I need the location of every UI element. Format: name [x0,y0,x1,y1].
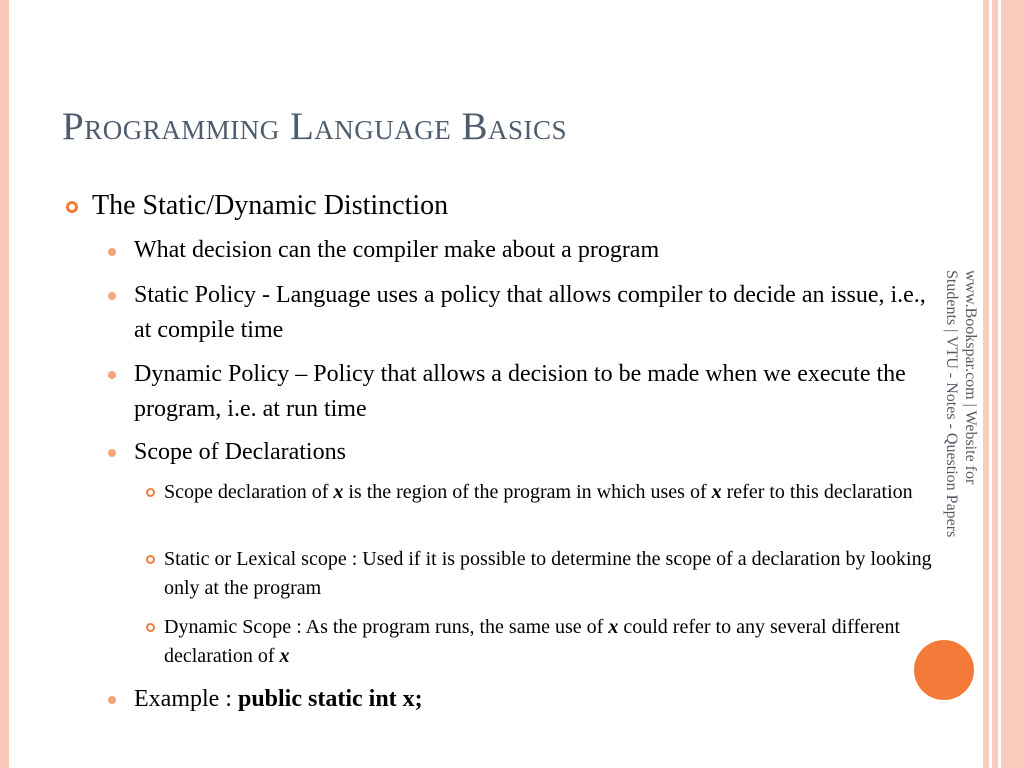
example-code: public static int x; [237,686,423,712]
ring-bullet-icon [146,623,155,632]
dot-bullet-icon [108,696,116,704]
scope-subitem: Scope declaration of x is the region of the program in which uses of x refer to this declaration [164,481,913,503]
left-frame-stripe [0,0,9,768]
bullet-level1: The Static/Dynamic Distinction [92,190,449,221]
decorative-circle [914,640,974,700]
watermark-line2: Students | VTU - Notes - Question Papers [943,270,960,538]
ring-bullet-icon [146,555,155,564]
example-line: Example : public static int x; [134,686,423,712]
bullet-item: Static Policy - Language uses a policy that allows compiler to decide an issue, i.e., at compile time [134,282,926,343]
bullet-item: Dynamic Policy – Policy that allows a decision to be made when we execute the program, i.e. at run time [134,361,906,422]
scope-subitem: Dynamic Scope : As the program runs, the same use of x could refer to any several different declaration of x [164,616,901,667]
ring-bullet-icon [66,201,78,213]
dot-bullet-icon [108,248,116,256]
right-frame-band [1003,0,1024,768]
scope-subitem: Static or Lexical scope : Used if it is possible to determine the scope of a declaration by looking only at the program [164,548,932,599]
dot-bullet-icon [108,371,116,379]
dot-bullet-icon [108,449,116,457]
ring-bullet-icon [146,488,155,497]
watermark [940,270,980,610]
watermark-line1: www.Bookspar.com | Website for [962,270,979,485]
bullet-item: What decision can the compiler make about a program [134,237,660,263]
bullet-item: Scope of Declarations [134,439,346,465]
slide-title: Programming Language Basics [62,105,568,148]
dot-bullet-icon [108,292,116,300]
